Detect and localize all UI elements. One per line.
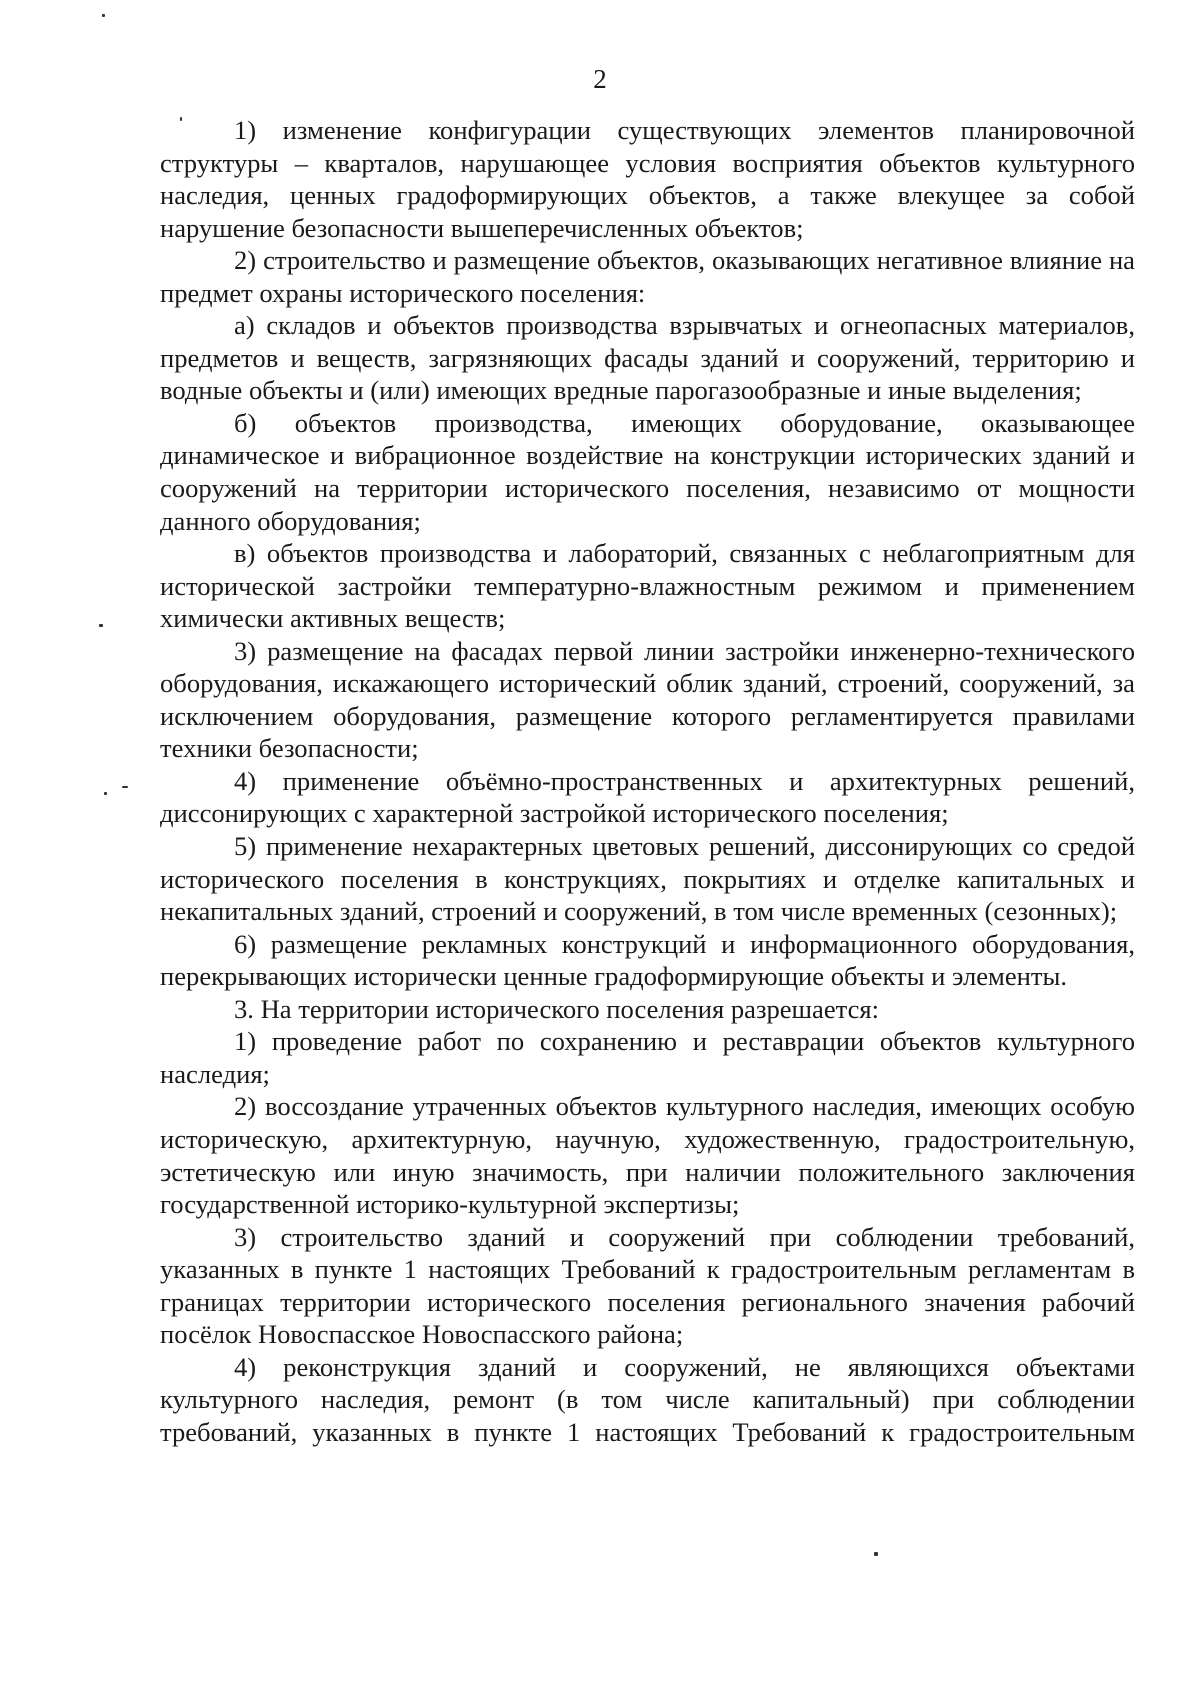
page-number: 2: [593, 64, 607, 94]
scan-speck: [102, 14, 105, 17]
document-body: [160, 114, 1135, 1448]
paragraph-item-4-architectural-solutions: 4) применение объёмно-пространственных и архитектурных решений, диссонирующих с характерной застройкой исторического поселения;: [160, 765, 1135, 829]
scan-speck: [104, 792, 107, 795]
paragraph-item-5-color-solutions: 5) применение нехарактерных цветовых решений, диссонирующих со средой исторического поселения в конструкциях, покрытиях и отделке капитальных и некапитальных зданий, строений и сооружений, в том числе временных (сезонных);: [160, 831, 1135, 927]
paragraph-allowed-3-construction: 3) строительство зданий и сооружений при соблюдении требований, указанных в пункте 1 настоящих Требований к градостроительным регламентам в границах территории исторического поселения регионального значения рабочий посёлок Новоспасское Новоспасского района;: [160, 1221, 1135, 1350]
paragraph-item-3-facade-equipment: 3) размещение на фасадах первой линии застройки инженерно-технического оборудования, искажающего исторический облик зданий, строений, сооружений, за исключением оборудования, размещение которого регламентируется правилами техники безопасности;: [160, 635, 1135, 764]
paragraph-item-1-change-configuration: 1) изменение конфигурации существующих элементов планировочной структуры – кварталов, нарушающее условия восприятия объектов культурного наследия, ценных градоформирующих объектов, а также влекущее за собой нарушение безопасности вышеперечисленных объектов;: [160, 115, 1135, 243]
paragraph-subitem-b-production: б) объектов производства, имеющих оборудование, оказывающее динамическое и вибрационное воздействие на конструкции исторических зданий и сооружений на территории исторического поселения, независимо от мощности данного оборудования;: [160, 407, 1135, 536]
scan-speck: [122, 786, 128, 788]
paragraph-section-3-allowed: 3. На территории исторического поселения разрешается:: [234, 993, 880, 1024]
scan-speck: [99, 624, 103, 627]
paragraph-allowed-2-recreation: 2) воссоздание утраченных объектов культурного наследия, имеющих особую историческую, архитектурную, научную, художественную, градостроительную, эстетическую или иную значимость, при наличии положительного заключения государственной историко-культурной экспертизы;: [160, 1091, 1135, 1220]
paragraph-item-6-advertising: 6) размещение рекламных конструкций и информационного оборудования, перекрывающих исторически ценные градоформирующие объекты и элементы.: [160, 928, 1135, 992]
scan-speck: [874, 1552, 878, 1556]
paragraph-subitem-v-laboratories: в) объектов производства и лабораторий, связанных с неблагоприятным для исторической застройки температурно-влажностным режимом и применением химически активных веществ;: [160, 538, 1135, 634]
paragraph-allowed-4-reconstruction: 4) реконструкция зданий и сооружений, не являющихся объектами культурного наследия, ремонт (в том числе капитальный) при соблюдении требований, указанных в пункте 1 настоящих Требований к градостроительным: [160, 1351, 1135, 1447]
paragraph-item-2-construction: 2) строительство и размещение объектов, оказывающих негативное влияние на предмет охраны исторического поселения:: [160, 245, 1135, 308]
scan-speck: [180, 117, 182, 121]
paragraph-subitem-a-warehouses: а) складов и объектов производства взрывчатых и огнеопасных материалов, предметов и веществ, загрязняющих фасады зданий и сооружений, территорию и водные объекты и (или) имеющих вредные парогазообразные и иные выделения;: [160, 310, 1135, 406]
paragraph-allowed-1-restoration: 1) проведение работ по сохранению и реставрации объектов культурного наследия;: [160, 1026, 1135, 1089]
